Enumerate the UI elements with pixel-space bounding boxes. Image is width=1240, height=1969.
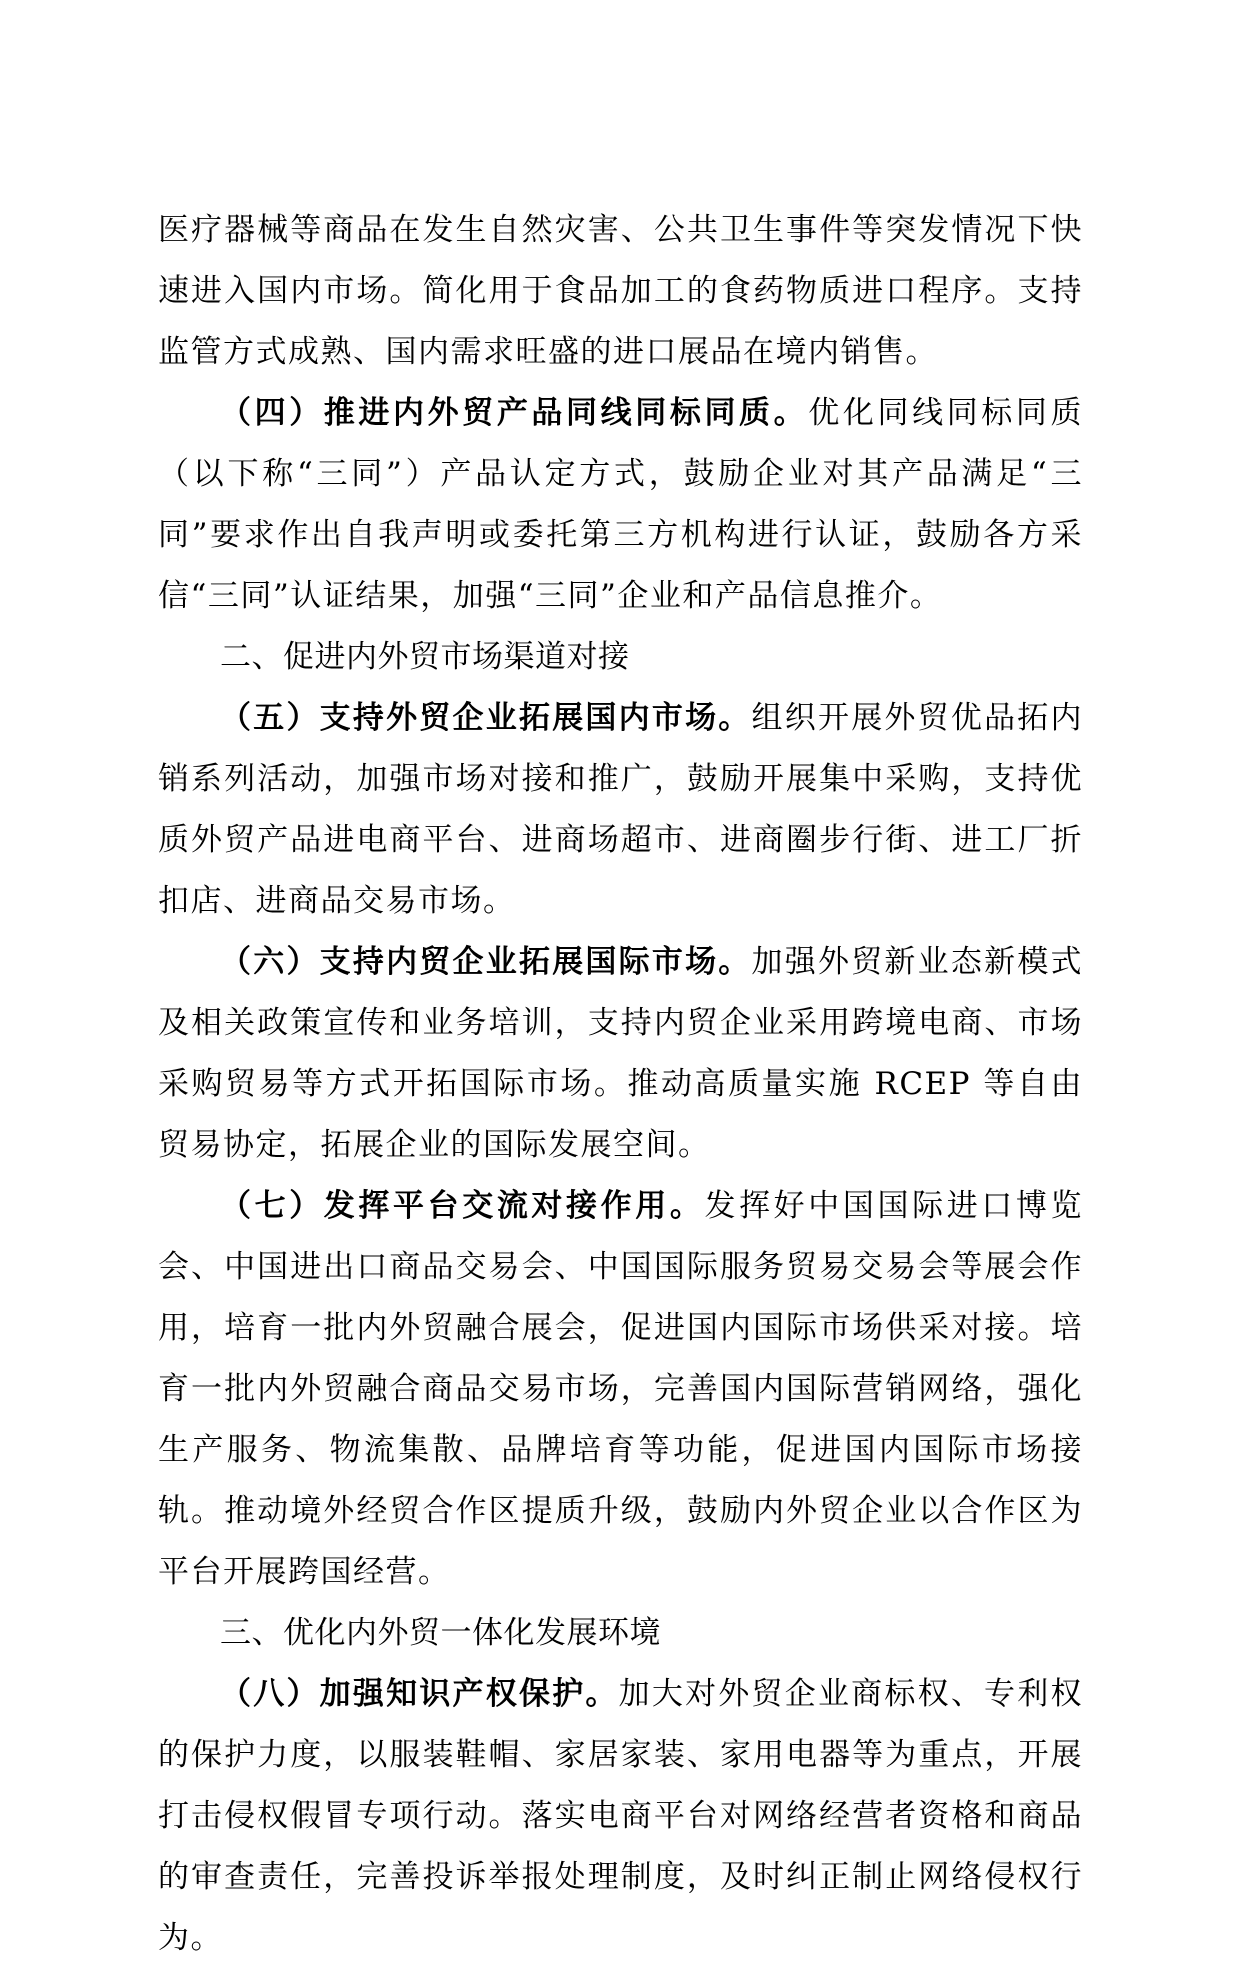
item-4-lead: （四）推进内外贸产品同线同标同质。 xyxy=(220,395,809,431)
item-8-text: 加大对外贸企业商标权、专利权的保护力度，以服装鞋帽、家居家装、家用电器等为重点，开展打击侵权假冒专项行动。落实电商平台对网络经营者资格和商品的审查责任，完善投诉举报处理制度，及时纠正制止网络侵权行为。 xyxy=(158,1676,1083,1956)
item-5-paragraph xyxy=(158,688,1083,932)
item-4-text: 优化同线同标同质（以下称“三同”）产品认定方式，鼓励企业对其产品满足“三同”要求作出自我声明或委托第三方机构进行认证，鼓励各方采信“三同”认证结果，加强“三同”企业和产品信息推介。 xyxy=(158,395,1084,614)
item-6-text: 加强外贸新业态新模式及相关政策宣传和业务培训，支持内贸企业采用跨境电商、市场采购贸易等方式开拓国际市场。推动高质量实施 RCEP 等自由贸易协定，拓展企业的国际发展空间。 xyxy=(158,944,1084,1163)
item-4-paragraph xyxy=(158,383,1083,627)
section-heading-2: 二、促进内外贸市场渠道对接 xyxy=(220,639,630,675)
document-page xyxy=(158,200,1083,1969)
item-7-paragraph xyxy=(158,1176,1083,1603)
item-8-paragraph xyxy=(158,1664,1083,1969)
item-7-lead: （七）发挥平台交流对接作用。 xyxy=(220,1188,705,1224)
item-5-text: 组织开展外贸优品拓内销系列活动，加强市场对接和推广，鼓励开展集中采购，支持优质外贸产品进电商平台、进商场超市、进商圈步行街、进工厂折扣店、进商品交易市场。 xyxy=(158,700,1084,919)
item-6-lead: （六）支持内贸企业拓展国际市场。 xyxy=(220,944,752,980)
item-5-lead: （五）支持外贸企业拓展国内市场。 xyxy=(220,700,752,736)
item-7-text: 发挥好中国国际进口博览会、中国进出口商品交易会、中国国际服务贸易交易会等展会作用，培育一批内外贸融合展会，促进国内国际市场供采对接。培育一批内外贸融合商品交易市场，完善国内国际营销网络，强化生产服务、物流集散、品牌培育等功能，促进国内国际市场接轨。推动境外经贸合作区提质升级，鼓励内外贸企业以合作区为平台开展跨国经营。 xyxy=(158,1188,1084,1590)
item-6-paragraph xyxy=(158,932,1083,1176)
section-heading-3: 三、优化内外贸一体化发展环境 xyxy=(220,1615,661,1651)
paragraph-continued: 医疗器械等商品在发生自然灾害、公共卫生事件等突发情况下快速进入国内市场。简化用于食品加工的食药物质进口程序。支持监管方式成熟、国内需求旺盛的进口展品在境内销售。 xyxy=(158,212,1083,370)
item-8-lead: （八）加强知识产权保护。 xyxy=(220,1676,619,1712)
